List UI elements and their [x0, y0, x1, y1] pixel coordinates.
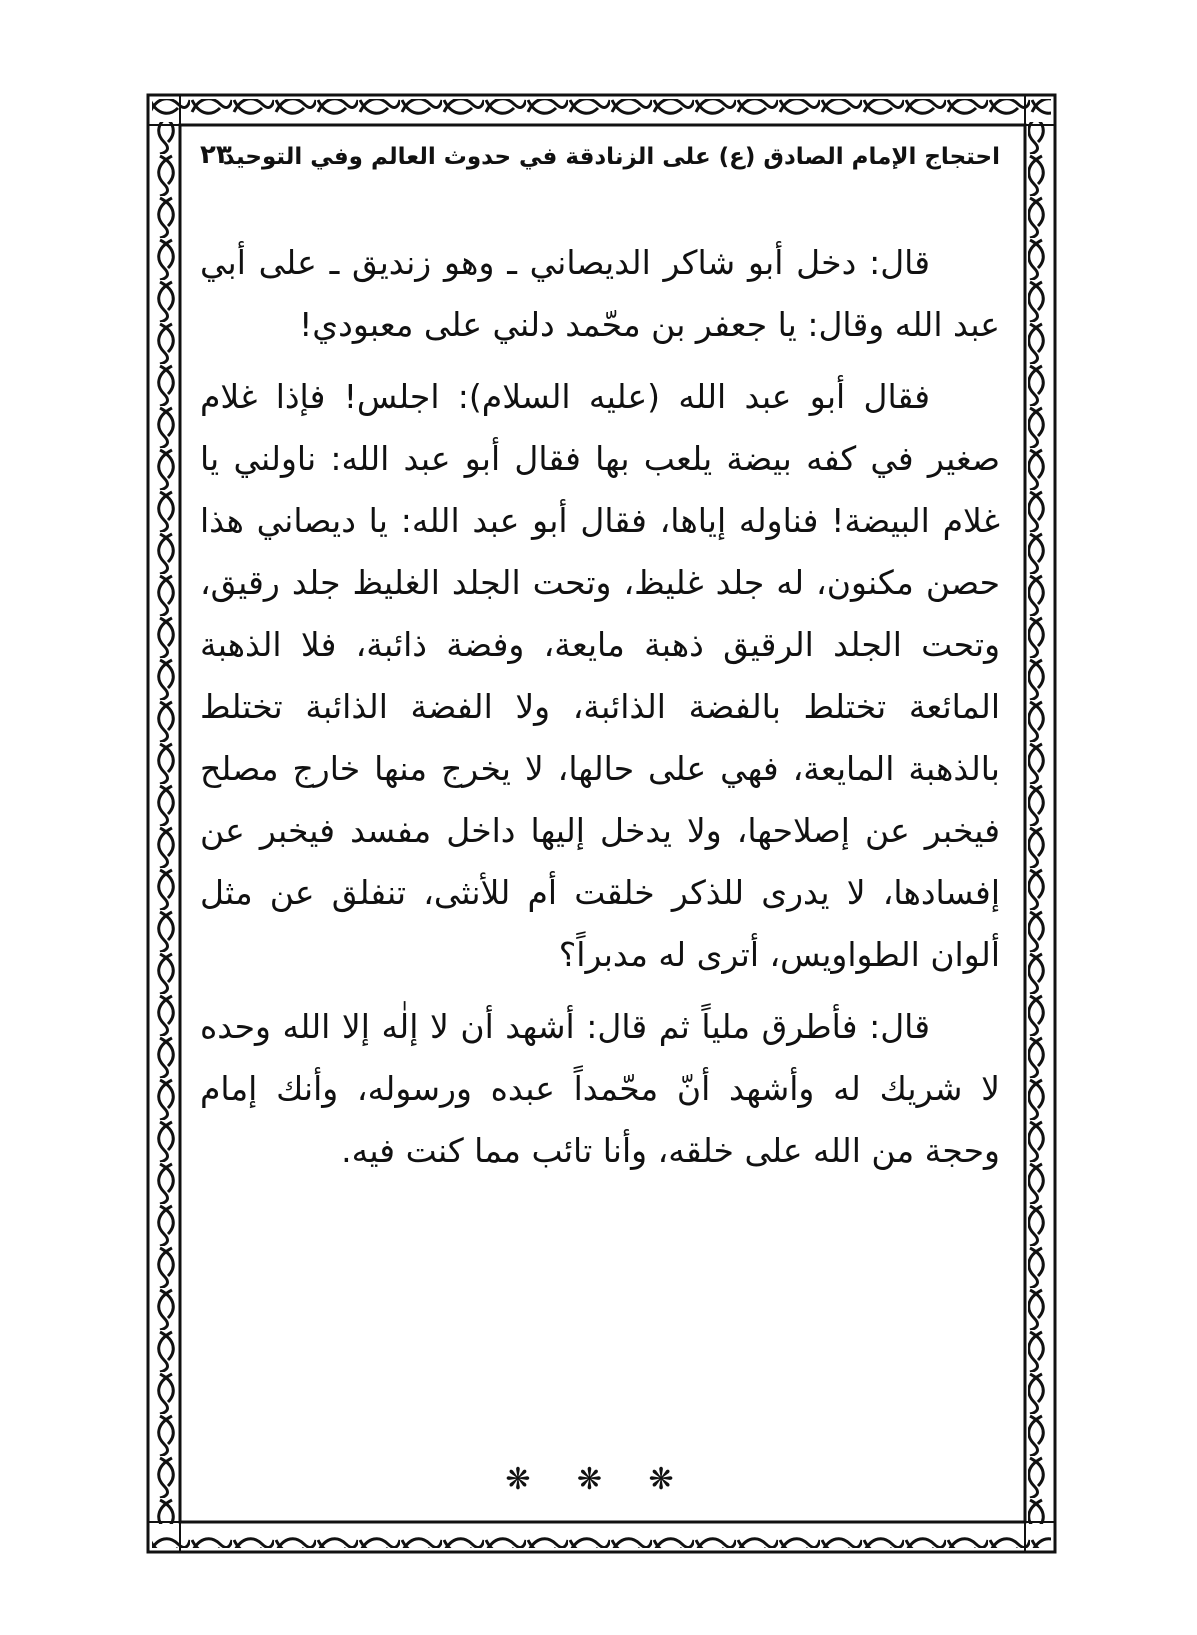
running-header [200, 140, 1000, 185]
chapter-title: احتجاج الإمام الصادق (ع) على الزنادقة في حدوث العالم وفي التوحيد [222, 144, 1000, 170]
page-number: ٢٣ [200, 140, 232, 170]
paragraph: قال: فأطرق ملياً ثم قال: أشهد أن لا إلٰه إلا الله وحده لا شريك له وأشهد أنّ محّمداً عبده ورسوله، وأنك إمام وحجة من الله على خلقه، وأنا تائب مما كنت فيه. [200, 1007, 1000, 1170]
paragraph: قال: دخل أبو شاكر الديصاني ـ وهو زنديق ـ على أبي عبد الله وقال: يا جعفر بن محّمد دلني على معبودي! [200, 243, 1000, 344]
section-separator: ❋ ❋ ❋ [505, 1462, 692, 1497]
paragraph: فقال أبو عبد الله (عليه السلام): اجلس! فإذا غلام صغير في كفه بيضة يلعب بها فقال أبو عبد الله: ناولني يا غلام البيضة! فناوله إياها، فقال أبو عبد الله: يا ديصاني هذا حصن مكنون، له جلد غليظ، وتحت الجلد الغليظ جلد رقيق، وتحت الجلد الرقيق ذهبة مايعة، وفضة ذائبة، فلا الذهبة المائعة تختلط بالفضة الذائبة، ولا الفضة الذائبة تختلط بالذهبة المايعة، فهي على حالها، لا يخرج منها خارج مصلح فيخبر عن إصلاحها، ولا يدخل إليها داخل مفسد فيخبر عن إفسادها، لا يدرى للذكر خلقت أم للأنثى، تنفلق عن مثل ألوان الطواويس، أترى له مدبراً؟ [200, 377, 1000, 974]
body-text [200, 232, 1000, 1192]
